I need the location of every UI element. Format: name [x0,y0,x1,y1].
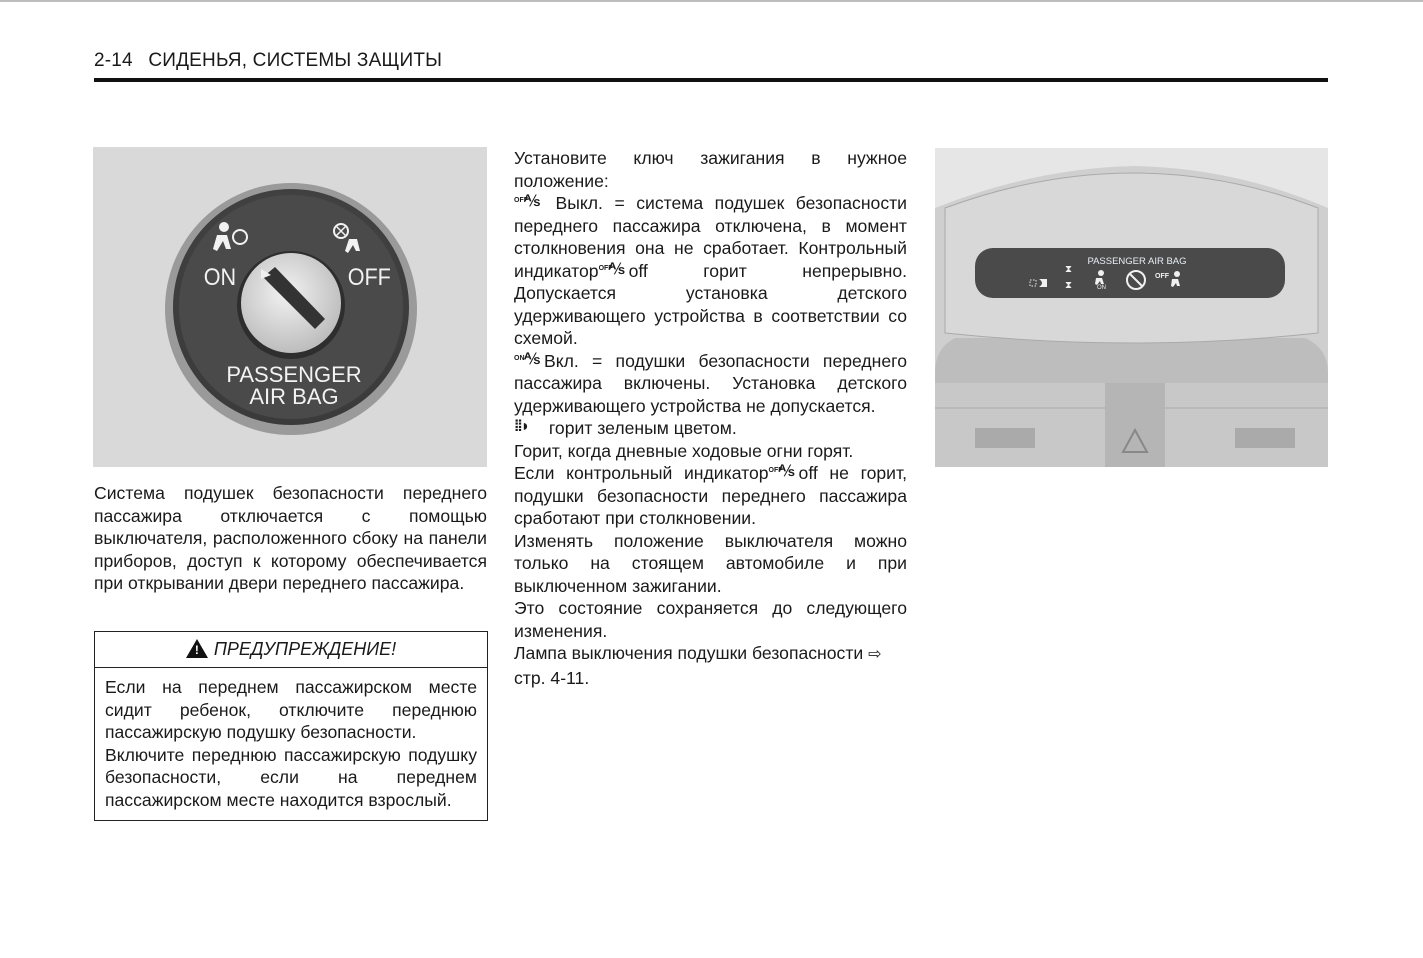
paragraph-drl: ⁞⁞◗ горит зеленым цветом. [514,418,737,438]
page-number: 2-14 [94,50,133,71]
front-fog-icon: ⧗ [1065,264,1073,275]
page-header [94,50,442,72]
paragraph-off: OFF ⅍ Выкл. = система подушек безопасности переднего пассажира отключена, в момент столкновения она не сработает. Контрольный индикатор OFF ⅍ off горит непрерывно. Допускается установка детского удерживающего устройства в соответствии со схемой. [514,193,908,348]
airbag-switch-figure [93,147,487,467]
top-border [0,0,1423,2]
switch-off-label: OFF [347,262,391,291]
switch-caption-line2: AIR BAG [249,384,339,409]
paragraph-state-kept: Это состояние сохраняется до следующего изменения. [514,598,907,641]
paragraph-key-position: Установите ключ зажигания в нужное положение: [514,148,907,191]
switch-caption-line1: PASSENGER [226,362,362,387]
panel-label: PASSENGER AIR BAG [1087,256,1187,267]
daytime-running-light-icon: ⁞⁞◗ [514,418,529,435]
intro-paragraph: Система подушек безопасности переднего пассажира отключается с помощью выключателя, расположенного сбоку на панели приборов, доступ к которому обеспечивается при открывании двери переднего пассажира. [94,483,487,593]
switch-on-label: ON [203,262,237,291]
paragraph-drl-note: Горит, когда дневные ходовые огни горят. [514,440,854,461]
airbag-on-icon: ON ⅍ [514,350,540,368]
warning-title: ПРЕДУПРЕЖДЕНИЕ! [213,639,397,659]
header-rule [94,78,1328,82]
warning-box [94,631,488,821]
paragraph-switch-change: Изменять положение выключателя можно только на стоящем автомобиле и при выключенном зажигании. [514,530,907,596]
dashboard-indicator-figure [935,148,1328,467]
on-small-label: ON [1097,285,1106,291]
airbag-off-icon: OFF ⅍ [598,260,625,278]
section-title: СИДЕНЬЯ, СИСТЕМЫ ЗАЩИТЫ [148,50,443,71]
airbag-off-icon: OFF ⅍ [768,463,795,480]
warning-text-2: Включите переднюю пассажирскую подушку безопасности, если на переднем пассажирском месте находится взрослый. [105,744,477,810]
warning-icon [186,639,208,658]
paragraph-on: ON ⅍ Вкл. = подушки безопасности переднего пассажира включены. Установка детского удерживающего устройства не допускается. [514,350,907,416]
off-small-label: OFF [1155,273,1169,280]
warning-header [95,632,487,668]
warning-text-1: Если на переднем пассажирском месте сидит ребенок, отключите переднюю пассажирскую подушку безопасности. [105,677,477,742]
page-reference-link[interactable]: стр. 4-11. [514,667,590,688]
middle-column [514,147,907,689]
reference-arrow-icon: ⇨ [868,646,882,663]
paragraph-reference: Лампа выключения подушки безопасности ⇨ стр. 4-11. [514,643,882,688]
airbag-off-icon: OFF ⅍ [514,193,540,210]
rear-fog-icon: ⧗ [1065,280,1073,291]
paragraph-not-lit: Если контрольный индикатор OFF ⅍ off не горит, подушки безопасности переднего пассажира сработают при столкновении. [514,463,907,528]
left-column [94,482,487,595]
